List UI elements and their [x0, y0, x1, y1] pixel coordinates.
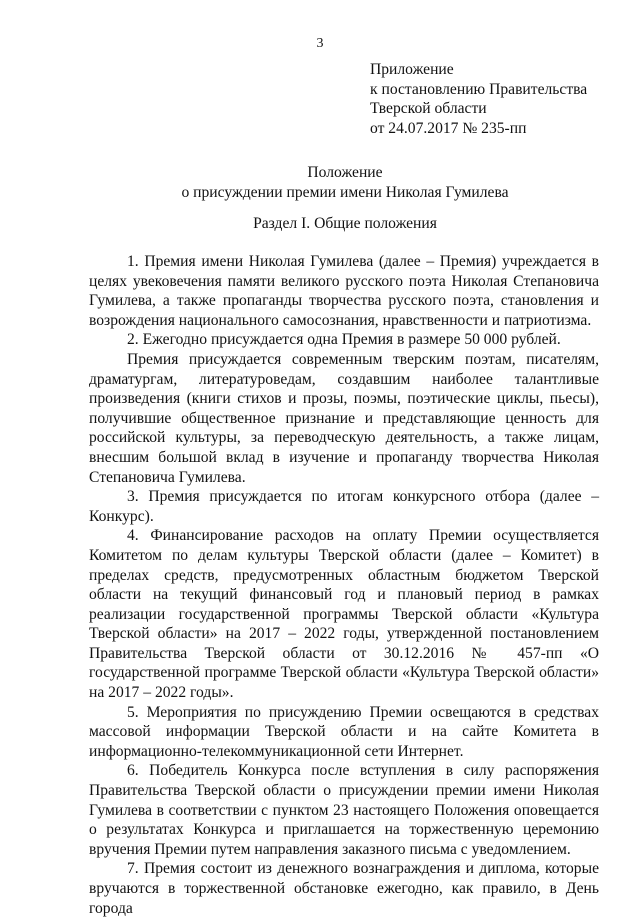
paragraph: 1. Премия имени Николая Гумилева (далее – Премия) учреждается в целях увековечения памяти великого русского поэта Николая Степановича Гумилева, а также пропаганды творчества русского поэта, становления и возрождения национального самосознания, нравственности и патриотизма.	[89, 253, 599, 329]
paragraph: 5. Мероприятия по присуждению Премии освещаются в средствах массовой информации Тверской области и на сайте Комитета в информационно-телекоммуникационной сети Интернет.	[89, 703, 599, 760]
document-title	[0, 163, 640, 202]
paragraph: 2. Ежегодно присуждается одна Премия в размере 50 000 рублей.	[127, 331, 561, 349]
paragraph: 7. Премия состоит из денежного вознаграждения и диплома, которые вручаются в торжественной обстановке ежегодно, как правило, в День города	[89, 860, 599, 917]
paragraph: Премия присуждается современным тверским поэтам, писателям, драматургам, литературоведам, создавшим наиболее талантливые произведения (книги стихов и прозы, поэмы, поэтические циклы, пьесы), получившие общественное признание и представляющие ценность для российской культуры, за переводческую деятельность, а также лицам, внесшим большой вклад в изучение и пропаганду творчества Николая Степановича Гумилева.	[89, 350, 599, 486]
appendix-line: от 24.07.2017 № 235-пп	[370, 119, 527, 137]
paragraph: 4. Финансирование расходов на оплату Премии осуществляется Комитетом по делам культуры Тверской области (далее – Комитет) в пределах средств, предусмотренных областным бюджетом Тверской области на текущий финансовый год и плановый период в рамках реализации государственной программы Тверской области «Культура Тверской области» на 2017 – 2022 годы, утвержденной постановлением Правительства Тверской области от 30.12.2016 № 457-пп «О государственной программе Тверской области «Культура Тверской области» на 2017 – 2022 годы».	[89, 527, 599, 702]
title-line: о присуждении премии имени Николая Гумилева	[181, 183, 509, 201]
document-body	[89, 252, 599, 918]
appendix-block	[370, 60, 620, 138]
page-number: 3	[316, 36, 324, 51]
appendix-line: Тверской области	[370, 100, 487, 118]
appendix-line: Приложение	[370, 61, 454, 78]
title-line: Положение	[307, 164, 383, 181]
paragraph: 3. Премия присуждается по итогам конкурсного отбора (далее – Конкурс).	[89, 488, 599, 525]
section-heading: Раздел I. Общие положения	[253, 215, 437, 232]
paragraph: 6. Победитель Конкурса после вступления в силу распоряжения Правительства Тверской области о присуждении премии имени Николая Гумилева в соответствии с пунктом 23 настоящего Положения оповещается о результатах Конкурса и приглашается на торжественную церемонию вручения Премии путем направления заказного письма с уведомлением.	[89, 762, 599, 858]
appendix-line: к постановлению Правительства	[370, 80, 588, 98]
